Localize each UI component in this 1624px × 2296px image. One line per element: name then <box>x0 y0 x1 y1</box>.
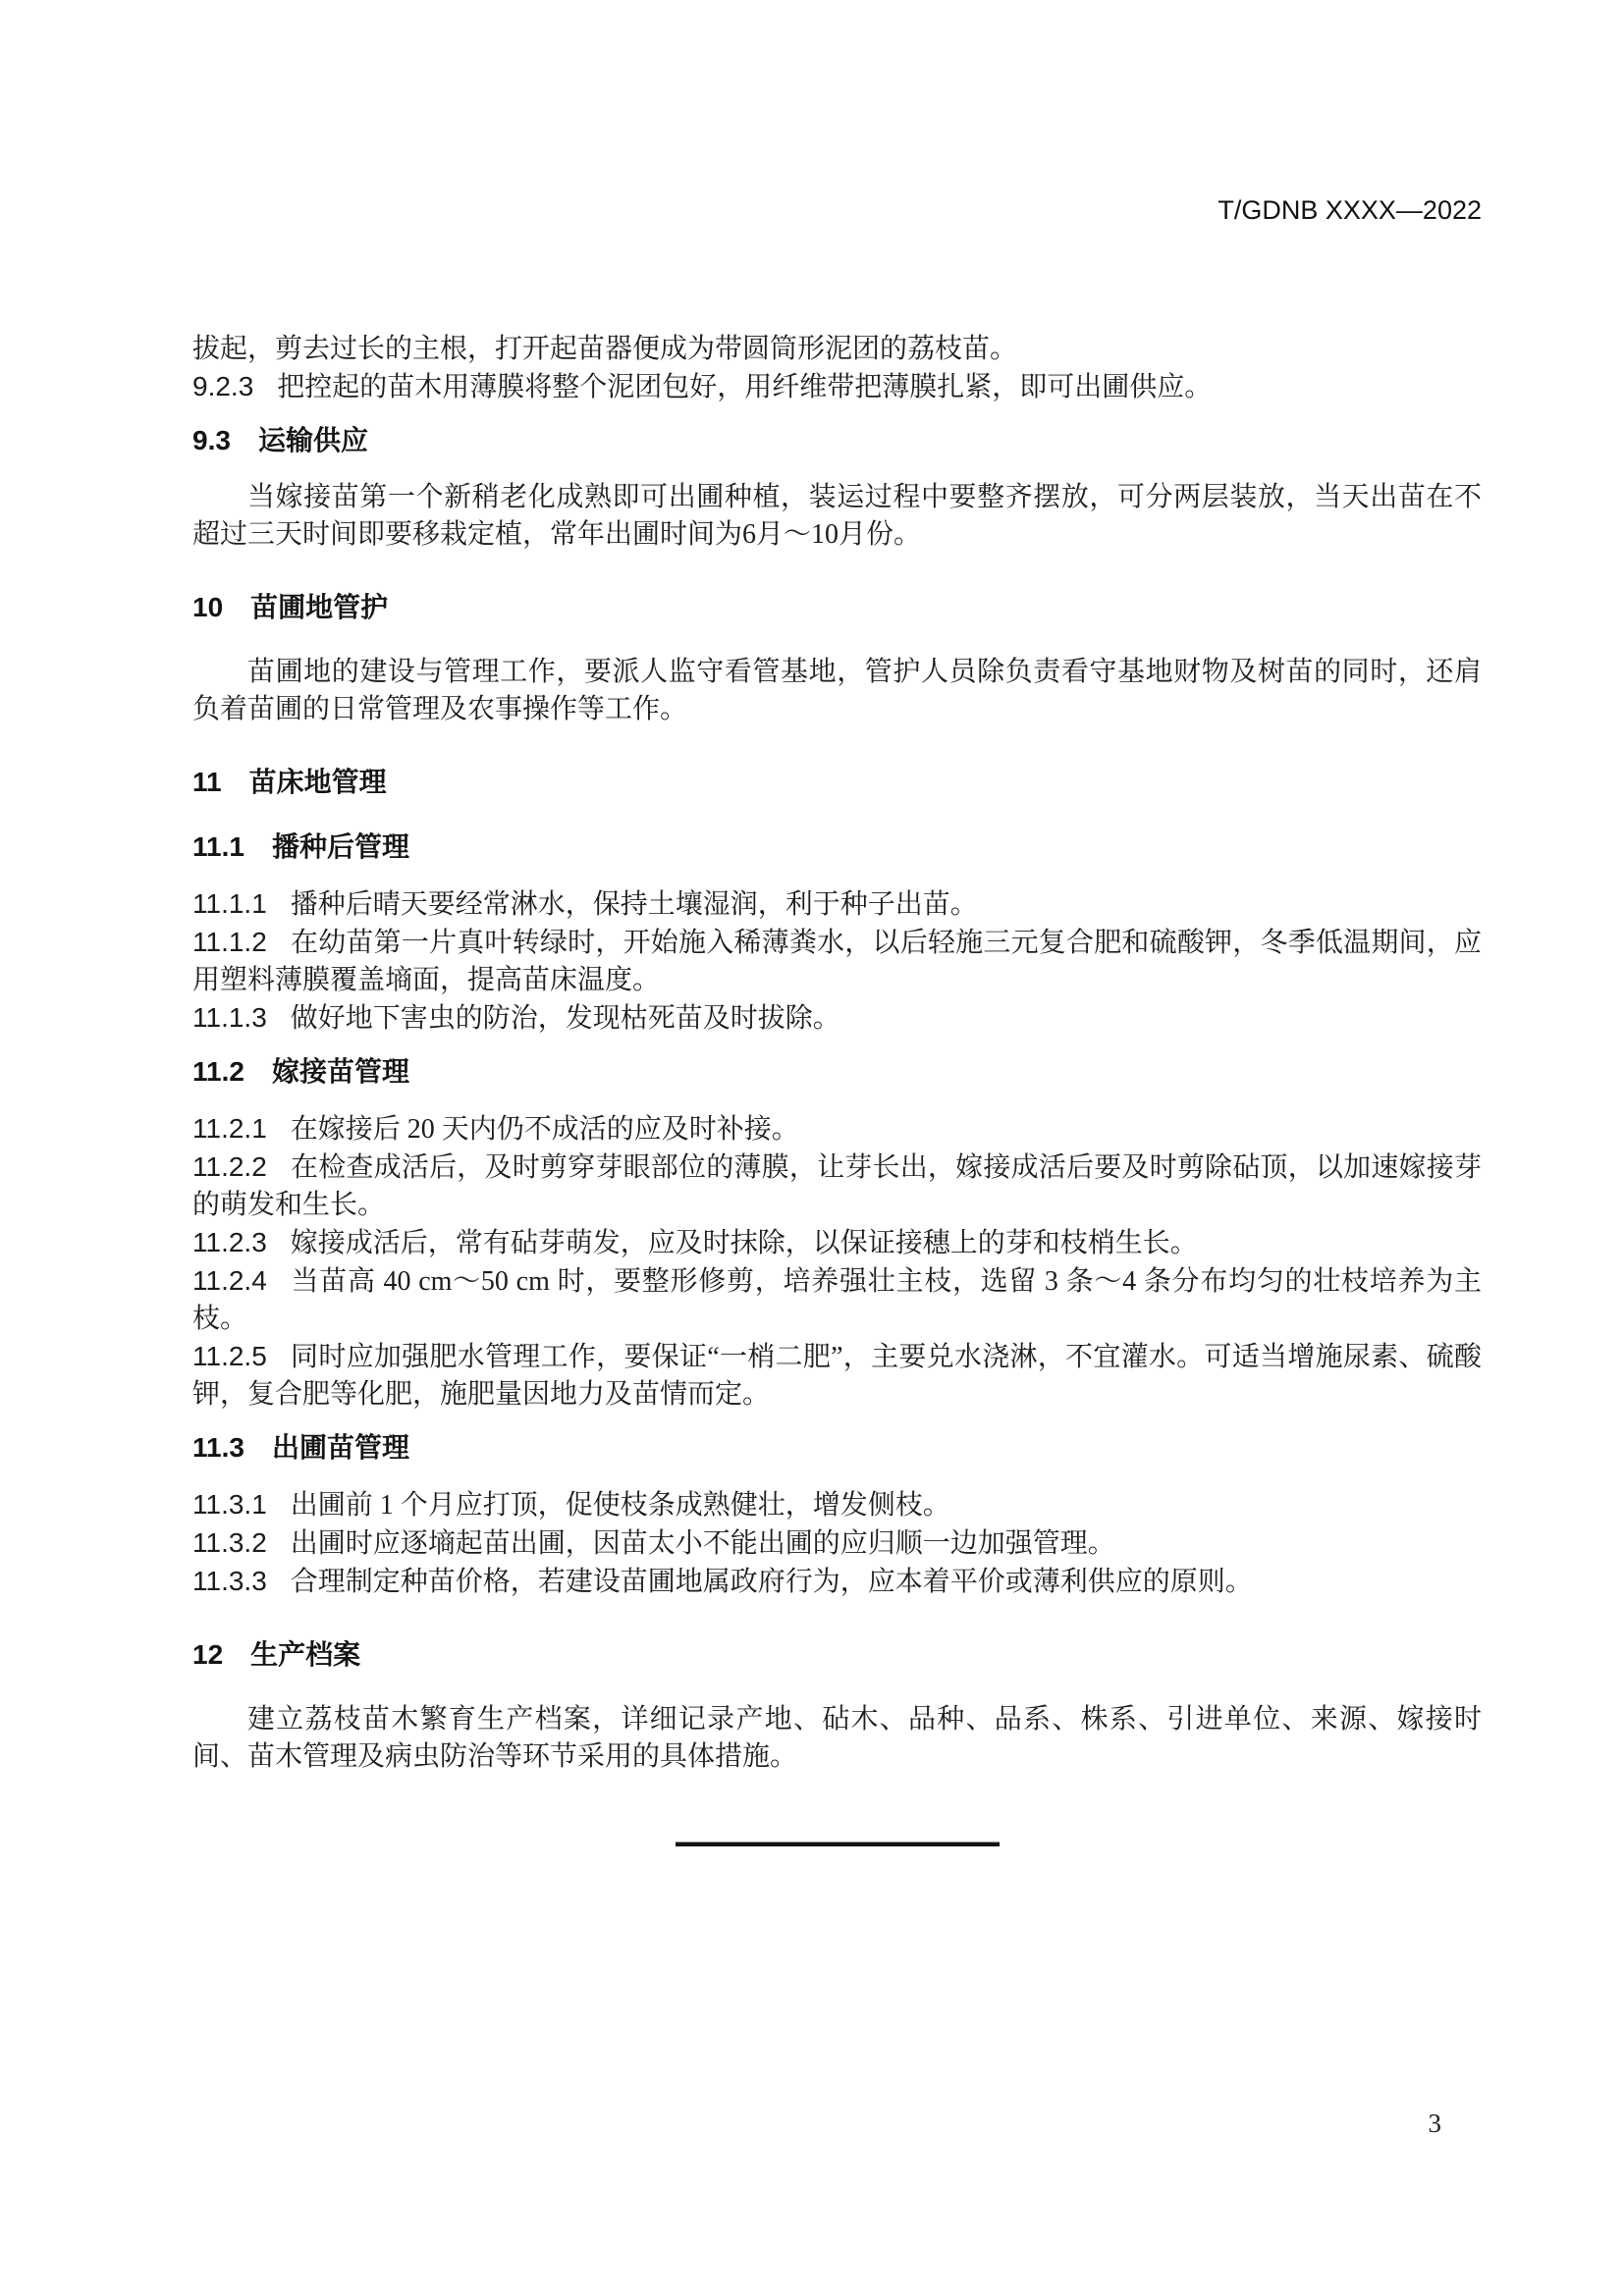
clause-text: 把控起的苗木用薄膜将整个泥团包好，用纤维带把薄膜扎紧，即可出圃供应。 <box>277 372 1213 402</box>
heading-number: 10 <box>192 592 224 622</box>
clause-11-2-2 <box>192 1148 1482 1224</box>
heading-11-3 <box>192 1429 1482 1467</box>
clause-11-2-1 <box>192 1110 1482 1148</box>
clause-text: 合理制定种苗价格，若建设苗圃地属政府行为，应本着平价或薄利供应的原则。 <box>290 1567 1253 1597</box>
clause-11-1-2 <box>192 924 1482 999</box>
page-number: 3 <box>1428 2109 1441 2138</box>
paragraph-nursery-management: 苗圃地的建设与管理工作，要派人监守看管基地，管护人员除负责看守基地财物及树苗的同时，还肩负着苗圃的日常管理及农事操作等工作。 <box>192 657 1482 724</box>
heading-11-1 <box>192 828 1482 866</box>
paragraph-transport-supply: 当嫁接苗第一个新稍老化成熟即可出圃种植，装运过程中要整齐摆放，可分两层装放，当天出苗在不超过三天时间即要移栽定植，常年出圃时间为6月～10月份。 <box>192 482 1482 550</box>
heading-title: 运输供应 <box>257 425 368 455</box>
heading-title: 苗圃地管护 <box>250 592 389 622</box>
end-of-document-rule <box>676 1842 1000 1846</box>
heading-title: 嫁接苗管理 <box>271 1056 409 1087</box>
heading-title: 播种后管理 <box>271 831 409 862</box>
clause-text: 做好地下害虫的防治，发现枯死苗及时拔除。 <box>290 1003 840 1034</box>
heading-title: 苗床地管理 <box>248 767 387 797</box>
clause-text: 出圃前 1 个月应打顶，促使枝条成熟健壮，增发侧枝。 <box>290 1490 950 1521</box>
clause-number: 11.3.1 <box>192 1489 267 1520</box>
heading-number: 11.1 <box>192 831 244 862</box>
heading-10 <box>192 589 1482 626</box>
heading-title: 出圃苗管理 <box>271 1432 409 1463</box>
clause-number: 11.1.3 <box>192 1002 267 1033</box>
clause-text: 播种后晴天要经常淋水，保持土壤湿润，利于种子出苗。 <box>290 889 978 920</box>
clause-number: 11.1.2 <box>192 927 267 957</box>
clause-number: 11.1.1 <box>192 888 267 919</box>
heading-12 <box>192 1636 1482 1674</box>
paragraph-production-records: 建立荔枝苗木繁育生产档案，详细记录产地、砧木、品种、品系、株系、引进单位、来源、嫁接时间、苗木管理及病虫防治等环节采用的具体措施。 <box>192 1704 1482 1772</box>
heading-number: 11 <box>192 767 222 797</box>
clause-number: 11.3.3 <box>192 1566 267 1596</box>
heading-number: 9.3 <box>192 425 231 455</box>
heading-9-3 <box>192 422 1482 459</box>
clause-text: 在检查成活后，及时剪穿芽眼部位的薄膜，让芽长出，嫁接成活后要及时剪除砧顶，以加速嫁接芽的萌发和生长。 <box>192 1152 1482 1220</box>
clause-number: 11.3.2 <box>192 1527 267 1558</box>
clause-text: 出圃时应逐墒起苗出圃，因苗太小不能出圃的应归顺一边加强管理。 <box>290 1528 1115 1559</box>
clause-9-2-3 <box>192 368 1482 406</box>
paragraph-continuation-9-2-2: 拔起，剪去过长的主根，打开起苗器便成为带圆筒形泥团的荔枝苗。 <box>192 334 1018 364</box>
clause-number: 11.2.2 <box>192 1151 267 1182</box>
clause-number: 9.2.3 <box>192 371 254 401</box>
clause-text: 同时应加强肥水管理工作，要保证“一梢二肥”，主要兑水浇淋，不宜灌水。可适当增施尿素、硫酸钾，复合肥等化肥，施肥量因地力及苗情而定。 <box>192 1342 1482 1410</box>
clause-11-3-2 <box>192 1524 1482 1563</box>
clause-11-1-3 <box>192 999 1482 1038</box>
heading-number: 11.2 <box>192 1056 244 1087</box>
heading-11-2 <box>192 1053 1482 1091</box>
heading-number: 12 <box>192 1639 224 1670</box>
clause-11-3-3 <box>192 1563 1482 1601</box>
standard-code-header: T/GDNB XXXX—2022 <box>1218 195 1482 225</box>
heading-title: 生产档案 <box>250 1639 361 1670</box>
clause-11-3-1 <box>192 1486 1482 1524</box>
clause-11-2-3 <box>192 1224 1482 1262</box>
clause-11-1-1 <box>192 885 1482 924</box>
clause-11-2-5 <box>192 1338 1482 1414</box>
clause-11-2-4 <box>192 1262 1482 1338</box>
clause-number: 11.2.4 <box>192 1265 267 1296</box>
clause-number: 11.2.3 <box>192 1227 267 1257</box>
clause-text: 嫁接成活后，常有砧芽萌发，应及时抹除，以保证接穗上的芽和枝梢生长。 <box>290 1228 1198 1258</box>
clause-text: 当苗高 40 cm～50 cm 时，要整形修剪，培养强壮主枝，选留 3 条～4 条分布均匀的壮枝培养为主枝。 <box>192 1266 1482 1334</box>
heading-11 <box>192 764 1482 801</box>
clause-number: 11.2.1 <box>192 1113 267 1144</box>
clause-text: 在嫁接后 20 天内仍不成活的应及时补接。 <box>290 1114 799 1145</box>
heading-number: 11.3 <box>192 1432 244 1463</box>
clause-number: 11.2.5 <box>192 1341 267 1371</box>
clause-text: 在幼苗第一片真叶转绿时，开始施入稀薄粪水，以后轻施三元复合肥和硫酸钾，冬季低温期间，应用塑料薄膜覆盖墒面，提高苗床温度。 <box>192 928 1482 995</box>
